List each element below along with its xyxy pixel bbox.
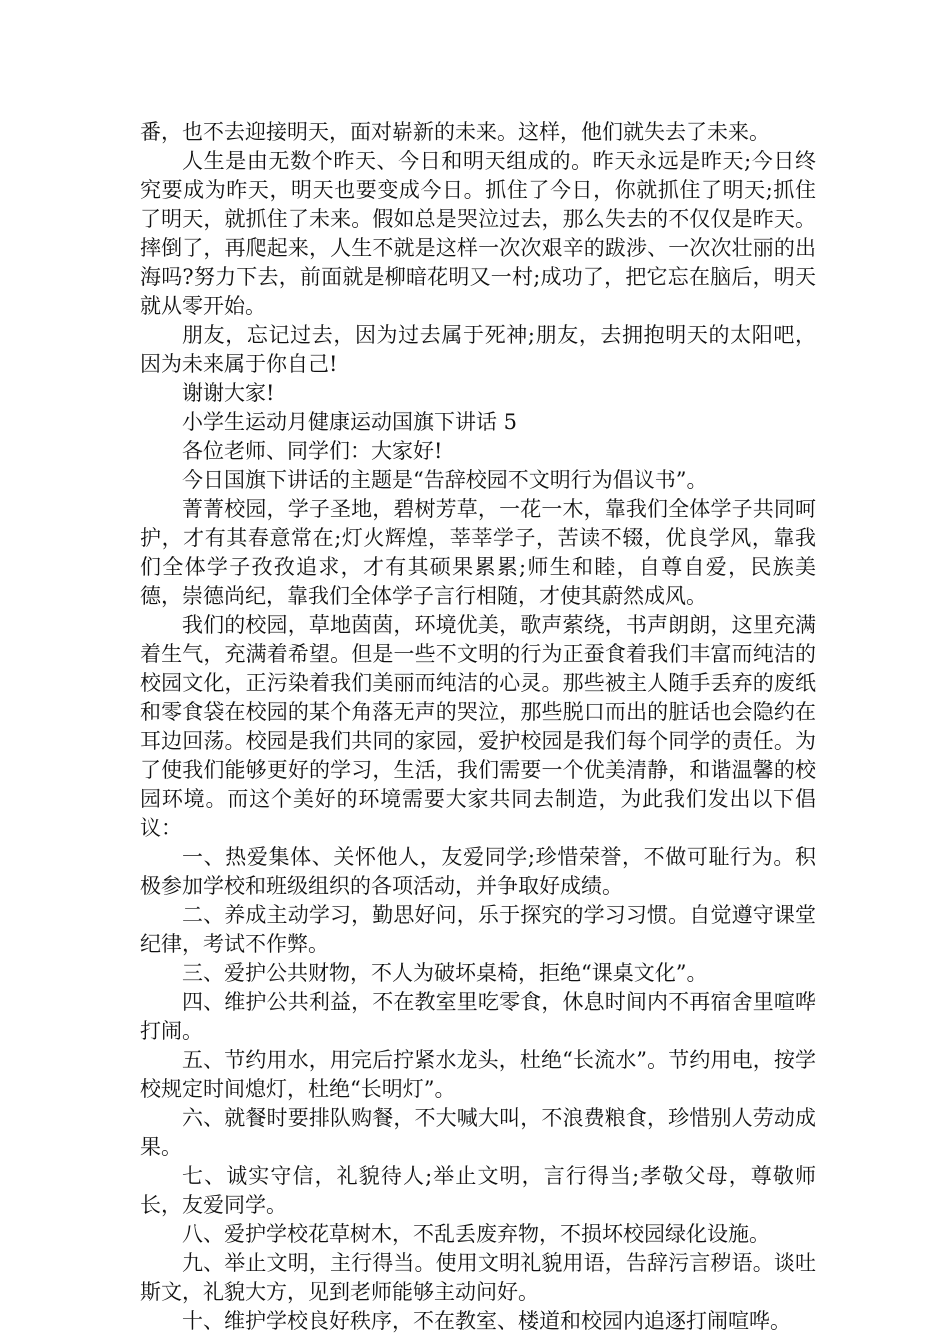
proposal-item-4: 四、维护公共利益，不在教室里吃零食，休息时间内不再宿舍里喧哗打闹。 — [140, 990, 816, 1043]
paragraph-our-campus: 我们的校园，草地茵茵，环境优美，歌声萦绕，书声朗朗，这里充满着生气，充满着希望。但是一些不文明的行为正蚕食着我们丰富而纯洁的校园文化，正污染着我们美丽而纯洁的心灵。那些被主人随手丢弃的废纸和零食袋在校园的某个角落无声的哭泣，那些脱口而出的脏话也会隐约在耳边回荡。校园是我们共同的家园，爱护校园是我们每个同学的责任。为了使我们能够更好的学习，生活，我们需要一个优美清静，和谐温馨的校园环境。而这个美好的环境需要大家共同去制造，为此我们发出以下倡议： — [140, 613, 816, 840]
paragraph-campus: 菁菁校园，学子圣地，碧树芳草，一花一木，靠我们全体学子共同呵护，才有其春意常在;灯火辉煌，莘莘学子，苦读不辍，优良学风，靠我们全体学子孜孜追求，才有其硕果累累;师生和睦，自尊自爱，民族美德，崇德尚纪，靠我们全体学子言行相随，才使其蔚然成风。 — [140, 497, 816, 608]
section-heading: 小学生运动月健康运动国旗下讲话 5 — [182, 410, 518, 434]
document-body — [140, 118, 816, 1336]
paragraph-life: 人生是由无数个昨天、今日和明天组成的。昨天永远是昨天;今日终究要成为昨天，明天也要变成今日。抓住了今日，你就抓住了明天;抓住了明天，就抓住了未来。假如总是哭泣过去，那么失去的不仅仅是昨天。摔倒了，再爬起来，人生不就是这样一次次艰辛的跋涉、一次次壮丽的出海吗?努力下去，前面就是柳暗花明又一村;成功了，把它忘在脑后，明天就从零开始。 — [140, 149, 816, 318]
paragraph-thanks: 谢谢大家! — [182, 381, 275, 405]
proposal-item-1: 一、热爱集体、关怀他人，友爱同学;珍惜荣誉，不做可耻行为。积极参加学校和班级组织的各项活动，并争取好成绩。 — [140, 845, 816, 898]
paragraph-theme: 今日国旗下讲话的主题是“告辞校园不文明行为倡议书”。 — [182, 468, 708, 492]
proposal-item-6: 六、就餐时要排队购餐，不大喊大叫，不浪费粮食，珍惜别人劳动成果。 — [140, 1106, 816, 1159]
paragraph-friend: 朋友，忘记过去，因为过去属于死神;朋友，去拥抱明天的太阳吧，因为未来属于你自己! — [140, 323, 816, 376]
proposal-item-2: 二、养成主动学习，勤思好问，乐于探究的学习习惯。自觉遵守课堂纪律，考试不作弊。 — [140, 903, 816, 956]
proposal-item-10: 十、维护学校良好秩序，不在教室、楼道和校园内追逐打闹喧哗。 — [182, 1309, 791, 1333]
proposal-item-9: 九、举止文明，主行得当。使用文明礼貌用语，告辞污言秽语。谈吐斯文，礼貌大方，见到老师能够主动问好。 — [140, 1251, 816, 1304]
paragraph-continued: 番，也不去迎接明天，面对崭新的未来。这样，他们就失去了未来。 — [140, 120, 770, 144]
proposal-item-5: 五、节约用水，用完后拧紧水龙头，杜绝“长流水”。节约用电，按学校规定时间熄灯，杜绝“长明灯”。 — [140, 1048, 816, 1101]
proposal-item-7: 七、诚实守信，礼貌待人;举止文明，言行得当;孝敬父母，尊敬师长，友爱同学。 — [140, 1164, 816, 1217]
proposal-item-3: 三、爱护公共财物，不人为破坏桌椅，拒绝“课桌文化”。 — [182, 961, 708, 985]
greeting: 各位老师、同学们：大家好! — [182, 439, 443, 463]
proposal-item-8: 八、爱护学校花草树木，不乱丢废弃物，不损坏校园绿化设施。 — [182, 1222, 770, 1246]
